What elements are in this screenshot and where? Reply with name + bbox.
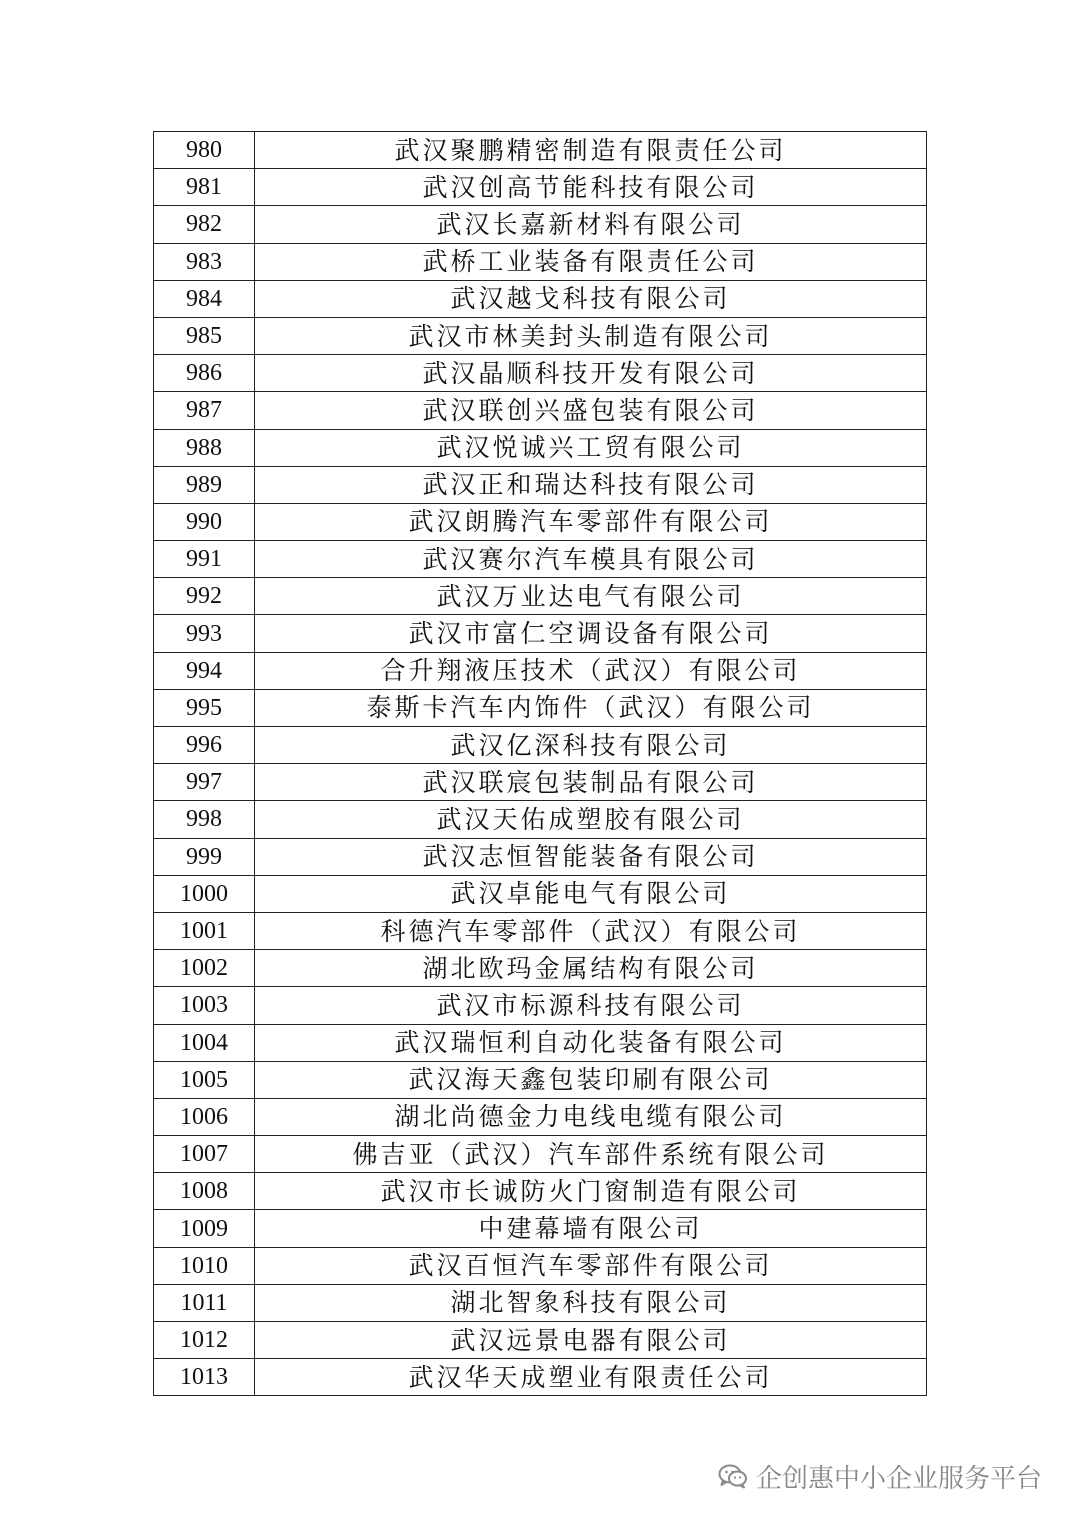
- table-row: [154, 206, 927, 243]
- row-number: 988: [154, 429, 255, 466]
- row-number: 994: [154, 652, 255, 689]
- company-name: 武汉聚鹏精密制造有限责任公司: [255, 132, 927, 169]
- table-row: [154, 541, 927, 578]
- row-number: 996: [154, 727, 255, 764]
- row-number: 983: [154, 243, 255, 280]
- table-row: [154, 950, 927, 987]
- company-name: 武汉市富仁空调设备有限公司: [255, 615, 927, 652]
- table-row: [154, 764, 927, 801]
- company-name: 合升翔液压技术（武汉）有限公司: [255, 652, 927, 689]
- company-name: 武汉百恒汽车零部件有限公司: [255, 1247, 927, 1284]
- table-row: [154, 1322, 927, 1359]
- row-number: 1013: [154, 1359, 255, 1396]
- table-row: [154, 912, 927, 949]
- row-number: 987: [154, 392, 255, 429]
- company-name: 武桥工业装备有限责任公司: [255, 243, 927, 280]
- row-number: 986: [154, 355, 255, 392]
- row-number: 991: [154, 541, 255, 578]
- company-name: 武汉朗腾汽车零部件有限公司: [255, 503, 927, 540]
- table-row: [154, 317, 927, 354]
- company-name: 武汉悦诚兴工贸有限公司: [255, 429, 927, 466]
- table-row: [154, 243, 927, 280]
- row-number: 990: [154, 503, 255, 540]
- company-name: 武汉长嘉新材料有限公司: [255, 206, 927, 243]
- row-number: 984: [154, 280, 255, 317]
- table-row: [154, 280, 927, 317]
- table-row: [154, 801, 927, 838]
- row-number: 1003: [154, 987, 255, 1024]
- company-name: 科德汽车零部件（武汉）有限公司: [255, 912, 927, 949]
- row-number: 1005: [154, 1061, 255, 1098]
- company-name: 武汉创高节能科技有限公司: [255, 169, 927, 206]
- row-number: 989: [154, 466, 255, 503]
- company-name: 武汉正和瑞达科技有限公司: [255, 466, 927, 503]
- table-row: [154, 1247, 927, 1284]
- company-name: 湖北智象科技有限公司: [255, 1284, 927, 1321]
- table-row: [154, 689, 927, 726]
- company-name: 武汉赛尔汽车模具有限公司: [255, 541, 927, 578]
- company-list-table: [153, 131, 927, 1396]
- table-row: [154, 429, 927, 466]
- company-name: 武汉联创兴盛包装有限公司: [255, 392, 927, 429]
- company-name: 武汉华天成塑业有限责任公司: [255, 1359, 927, 1396]
- table-row: [154, 1210, 927, 1247]
- row-number: 981: [154, 169, 255, 206]
- company-name: 武汉海天鑫包装印刷有限公司: [255, 1061, 927, 1098]
- row-number: 1001: [154, 912, 255, 949]
- company-name: 湖北尚德金力电线电缆有限公司: [255, 1098, 927, 1135]
- company-name: 武汉晶顺科技开发有限公司: [255, 355, 927, 392]
- company-name: 湖北欧玛金属结构有限公司: [255, 950, 927, 987]
- company-name: 武汉市长诚防火门窗制造有限公司: [255, 1173, 927, 1210]
- table-row: [154, 652, 927, 689]
- table-row: [154, 615, 927, 652]
- table-row: [154, 132, 927, 169]
- company-name: 武汉瑞恒利自动化装备有限公司: [255, 1024, 927, 1061]
- table-row: [154, 169, 927, 206]
- company-name: 武汉远景电器有限公司: [255, 1322, 927, 1359]
- row-number: 995: [154, 689, 255, 726]
- row-number: 992: [154, 578, 255, 615]
- row-number: 982: [154, 206, 255, 243]
- table-row: [154, 1024, 927, 1061]
- table-row: [154, 1359, 927, 1396]
- company-list-body: [154, 132, 927, 1396]
- company-name: 中建幕墙有限公司: [255, 1210, 927, 1247]
- row-number: 998: [154, 801, 255, 838]
- row-number: 980: [154, 132, 255, 169]
- company-name: 武汉万业达电气有限公司: [255, 578, 927, 615]
- table-row: [154, 355, 927, 392]
- table-row: [154, 503, 927, 540]
- table-row: [154, 875, 927, 912]
- row-number: 1004: [154, 1024, 255, 1061]
- row-number: 985: [154, 317, 255, 354]
- row-number: 993: [154, 615, 255, 652]
- row-number: 1010: [154, 1247, 255, 1284]
- company-name: 佛吉亚（武汉）汽车部件系统有限公司: [255, 1136, 927, 1173]
- wechat-icon: [718, 1463, 748, 1489]
- table-row: [154, 1061, 927, 1098]
- row-number: 1011: [154, 1284, 255, 1321]
- row-number: 1009: [154, 1210, 255, 1247]
- table-row: [154, 466, 927, 503]
- table-row: [154, 838, 927, 875]
- company-name: 武汉联宸包装制品有限公司: [255, 764, 927, 801]
- company-name: 武汉市林美封头制造有限公司: [255, 317, 927, 354]
- row-number: 1007: [154, 1136, 255, 1173]
- row-number: 1006: [154, 1098, 255, 1135]
- row-number: 1008: [154, 1173, 255, 1210]
- row-number: 997: [154, 764, 255, 801]
- company-name: 武汉亿深科技有限公司: [255, 727, 927, 764]
- row-number: 1002: [154, 950, 255, 987]
- row-number: 1012: [154, 1322, 255, 1359]
- company-name: 武汉市标源科技有限公司: [255, 987, 927, 1024]
- watermark-text: 企创惠中小企业服务平台: [755, 1463, 1042, 1494]
- company-name: 泰斯卡汽车内饰件（武汉）有限公司: [255, 689, 927, 726]
- company-name: 武汉天佑成塑胶有限公司: [255, 801, 927, 838]
- table-row: [154, 1098, 927, 1135]
- table-row: [154, 1173, 927, 1210]
- company-name: 武汉志恒智能装备有限公司: [255, 838, 927, 875]
- wechat-watermark: [718, 1458, 1042, 1494]
- company-name: 武汉卓能电气有限公司: [255, 875, 927, 912]
- table-row: [154, 1284, 927, 1321]
- row-number: 999: [154, 838, 255, 875]
- table-row: [154, 987, 927, 1024]
- table-row: [154, 392, 927, 429]
- company-name: 武汉越戈科技有限公司: [255, 280, 927, 317]
- table-row: [154, 727, 927, 764]
- table-row: [154, 578, 927, 615]
- row-number: 1000: [154, 875, 255, 912]
- table-row: [154, 1136, 927, 1173]
